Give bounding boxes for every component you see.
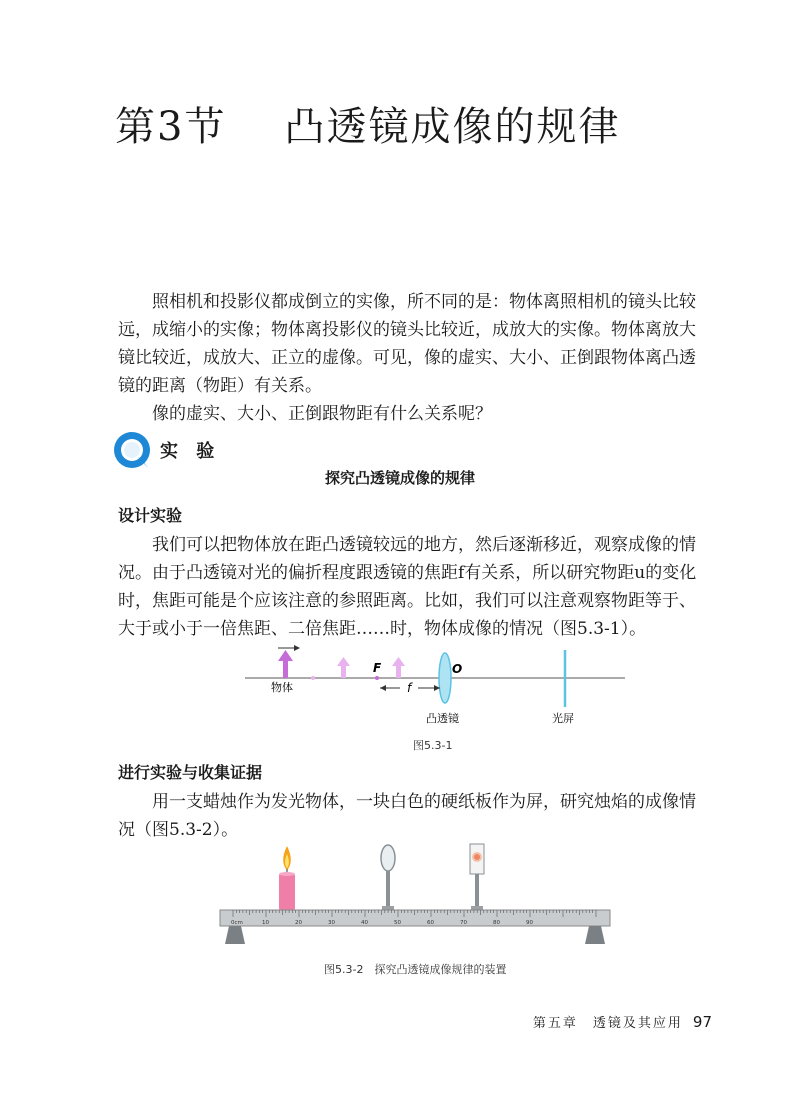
intro-paragraph-2: 像的虚实、大小、正倒跟物距有什么关系呢？ bbox=[152, 404, 492, 424]
direction-arrowhead bbox=[294, 645, 300, 651]
screen-label: 光屏 bbox=[552, 712, 574, 725]
experiment-label: 实 验 bbox=[160, 441, 221, 462]
collect-paragraph: 用一支蜡烛作为发光物体，一块白色的硬纸板作为屏，研究烛焰的成像情况（图5.3-2）。 bbox=[118, 792, 696, 840]
focal-point bbox=[375, 676, 379, 680]
optical-center-label: O bbox=[452, 662, 463, 676]
ruler-label: 90 bbox=[526, 920, 533, 926]
2f-point bbox=[311, 676, 315, 680]
object-arrow-faint bbox=[392, 657, 405, 678]
figure-1-caption: 图5.3-1 bbox=[413, 739, 453, 752]
ruler-label: 0cm bbox=[231, 920, 243, 926]
object-arrow bbox=[278, 650, 293, 678]
candle bbox=[279, 846, 295, 916]
ruler-label: 50 bbox=[394, 920, 401, 926]
collect-text bbox=[118, 788, 708, 844]
collect-heading: 进行实验与收集证据 bbox=[118, 763, 263, 782]
chapter-label: 第五章 透镜及其应用 bbox=[532, 1016, 683, 1031]
focal-label: F bbox=[373, 661, 382, 675]
page-number: 97 bbox=[692, 1013, 712, 1031]
ruler-label: 60 bbox=[427, 920, 434, 926]
screen-on-stand bbox=[470, 844, 484, 916]
section-heading: 凸透镜成像的规律 bbox=[284, 104, 621, 150]
focal-length-label: f bbox=[407, 681, 412, 695]
ruler-label: 80 bbox=[493, 920, 500, 926]
ruler-label: 40 bbox=[361, 920, 368, 926]
design-text bbox=[118, 531, 708, 643]
figure-5-3-1 bbox=[240, 645, 630, 735]
experiment-icon bbox=[112, 430, 152, 470]
ruler-label: 20 bbox=[295, 920, 302, 926]
object-arrow-faint bbox=[337, 657, 350, 678]
design-paragraph: 我们可以把物体放在距凸透镜较远的地方，然后逐渐移近，观察成像的情况。由于凸透镜对光的偏折程度跟透镜的焦距f有关系，所以研究物距u的变化时，焦距可能是个应该注意的参照距离。比如，我们可以注意观察物距等于、大于或小于一倍焦距、二倍焦距……时，物体成像的情况（图5.3-1）。 bbox=[118, 535, 697, 639]
convex-lens bbox=[439, 653, 451, 703]
figure-2-caption: 图5.3-2 探究凸透镜成像规律的装置 bbox=[324, 963, 507, 976]
design-heading: 设计实验 bbox=[118, 506, 183, 525]
experiment-title: 探究凸透镜成像的规律 bbox=[324, 469, 475, 487]
object-label: 物体 bbox=[271, 681, 293, 694]
lens-on-stand bbox=[381, 845, 395, 916]
figure-5-3-2 bbox=[215, 840, 615, 955]
ruler-label: 70 bbox=[460, 920, 467, 926]
bench-leg-right bbox=[585, 926, 605, 944]
intro-text bbox=[118, 288, 708, 428]
ruler-label: 30 bbox=[328, 920, 335, 926]
bench-leg-left bbox=[225, 926, 245, 944]
ruler-label: 10 bbox=[262, 920, 269, 926]
page-footer bbox=[533, 1012, 712, 1031]
section-title bbox=[115, 95, 620, 152]
lens-label: 凸透镜 bbox=[426, 712, 459, 725]
experiment-header bbox=[112, 430, 220, 470]
section-number: 第3节 bbox=[115, 104, 227, 150]
optical-bench bbox=[220, 910, 610, 926]
intro-paragraph-1: 照相机和投影仪都成倒立的实像，所不同的是：物体离照相机的镜头比较远，成缩小的实像；物体离投影仪的镜头比较近，成放大的实像。物体离放大镜比较近，成放大、正立的虚像。可见，像的虚实、大小、正倒跟物体离凸透镜的距离（物距）有关系。 bbox=[118, 292, 696, 396]
